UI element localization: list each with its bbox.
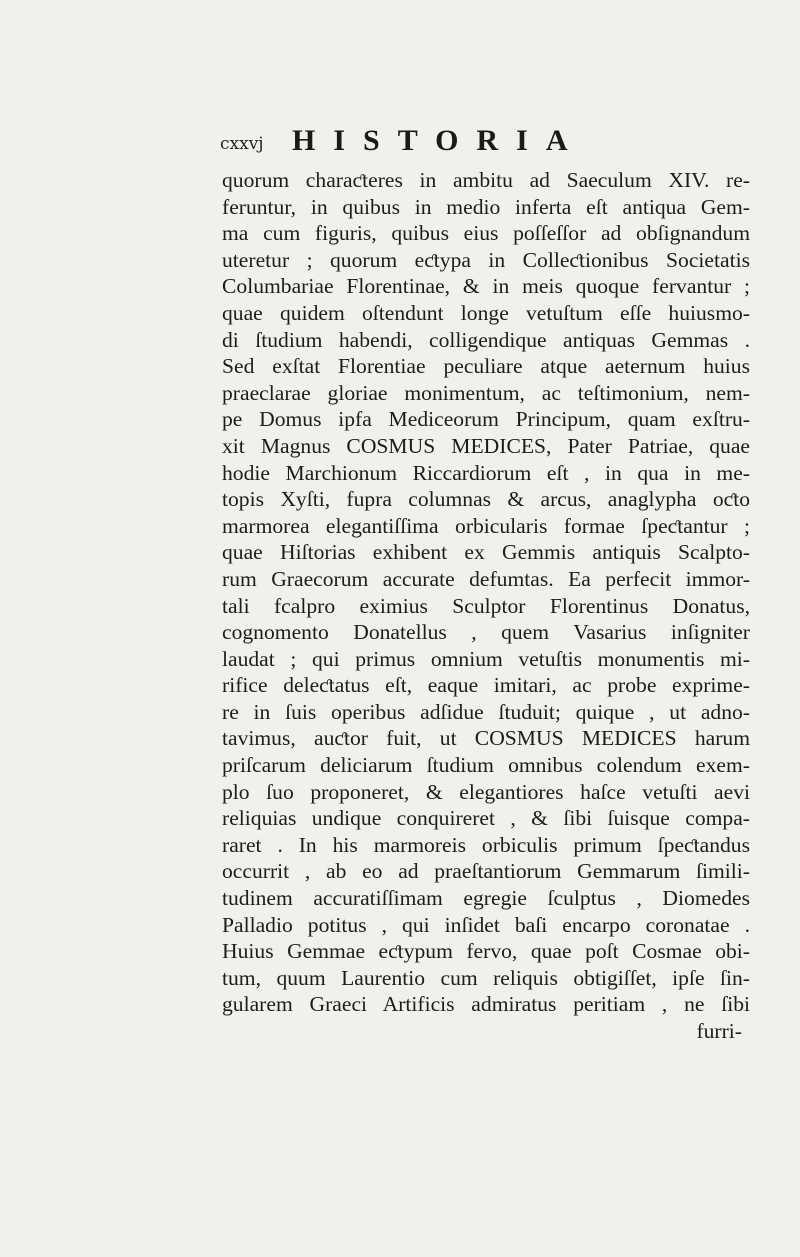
text-line: tavimus, auƈtor fuit, ut COSMUS MEDICES harum — [222, 726, 750, 751]
text-line: plo ſuo proponeret, & elegantiores haſce vetuſti aevi — [222, 779, 750, 804]
text-line: Sed exſtat Florentiae peculiare atque aeternum huius — [222, 354, 750, 379]
page-number: cxxvj — [220, 134, 264, 154]
text-line: hodie Marchionum Riccardiorum eſt , in qua in me- — [222, 460, 750, 485]
text-line: rifice deleƈtatus eſt, eaque imitari, ac probe exprime- — [222, 673, 750, 698]
text-line: di ſtudium habendi, colligendique antiquas Gemmas . — [222, 327, 750, 352]
text-line: Palladio potitus , qui inſidet baſi encarpo coronatae . — [222, 912, 750, 937]
text-line: pe Domus ipfa Mediceorum Principum, quam exſtru- — [222, 407, 750, 432]
text-line: topis Xyſti, fupra columnas & arcus, anaglypha oƈto — [222, 487, 750, 512]
text-line: laudat ; qui primus omnium vetuſtis monumentis mi- — [222, 646, 750, 671]
text-line: tudinem accuratiſſimam egregie ſculptus , Diomedes — [222, 886, 750, 911]
body-text — [222, 167, 750, 1045]
text-line: tali fcalpro eximius Sculptor Florentinus Donatus, — [222, 593, 750, 618]
text-line: feruntur, in quibus in medio inferta eſt antiqua Gem- — [222, 194, 750, 219]
catchword: furri- — [696, 1019, 742, 1043]
text-line: marmorea elegantiſſima orbicularis formae ſpeƈtantur ; — [222, 513, 750, 538]
text-line: xit Magnus COSMUS MEDICES, Pater Patriae, quae — [222, 433, 750, 458]
text-line: raret . In his marmoreis orbiculis primum ſpeƈtandus — [222, 832, 750, 857]
text-line: Columbariae Florentinae, & in meis quoque fervantur ; — [222, 274, 750, 299]
text-line: gularem Graeci Artificis admiratus peritiam , ne ſibi — [222, 992, 750, 1017]
text-line: rum Graecorum accurate defumtas. Ea perfecit immor- — [222, 566, 750, 591]
text-line: re in ſuis operibus adſidue ſtuduit; quique , ut adno- — [222, 699, 750, 724]
text-line: quorum charaƈteres in ambitu ad Saeculum XIV. re- — [222, 168, 750, 192]
text-line: tum, quum Laurentio cum reliquis obtigiſſet, ipſe ſin- — [222, 965, 750, 990]
text-line: reliquias undique conquireret , & ſibi ſuisque compa- — [222, 806, 750, 831]
text-line: uteretur ; quorum eƈtypa in Colleƈtionibus Societatis — [222, 247, 750, 272]
text-line: cognomento Donatellus , quem Vasarius inſigniter — [222, 620, 750, 645]
text-line: Huius Gemmae eƈtypum fervo, quae poſt Cosmae obi- — [222, 939, 750, 964]
page-header — [220, 124, 780, 164]
text-line: quae quidem oſtendunt longe vetuſtum eſſe huiusmo- — [222, 300, 750, 325]
text-line: quae Hiſtorias exhibent ex Gemmis antiquis Scalpto- — [222, 540, 750, 565]
text-line: priſcarum deliciarum ſtudium omnibus colendum exem- — [222, 753, 750, 778]
running-title: HISTORIA — [292, 124, 586, 157]
text-line: occurrit , ab eo ad praeſtantiorum Gemmarum ſimili- — [222, 859, 750, 884]
text-line: praeclarae gloriae monimentum, ac teſtimonium, nem- — [222, 380, 750, 405]
text-line: ma cum figuris, quibus eius poſſeſſor ad obſignandum — [222, 221, 750, 246]
